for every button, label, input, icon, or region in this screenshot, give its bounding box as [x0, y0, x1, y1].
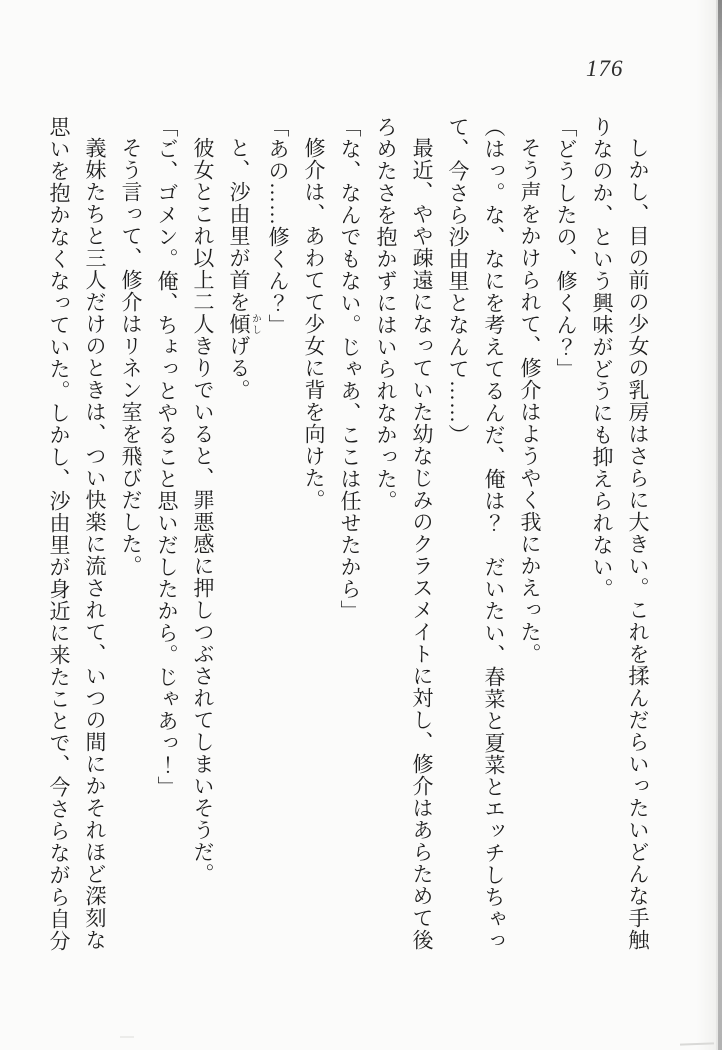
paragraph: 彼女とこれ以上二人きりでいると、罪悪感に押しつぶされてしまいそうだ。: [191, 137, 215, 885]
paragraph: 最近、やや疎遠になっていた幼なじみのクラスメイトに対し、修介はあらためて後ろめたさを抱かずにはいられなかった。: [374, 116, 434, 951]
paragraph: 「ご、ゴメン。俺、ちょっとやること思いだしたから。じゃあっ！」: [155, 116, 179, 798]
ruby-annotated-text: 傾 かし: [227, 313, 260, 335]
page-number: 176: [586, 56, 624, 81]
paragraph: 「どうしたの、修くん？」: [554, 116, 578, 380]
text-block: [40, 116, 656, 956]
page-edge-shadow: [718, 0, 722, 1050]
paragraph: （はっ。な、なにを考えてるんだ、俺は？ だいたい、春菜と夏菜とエッチしちゃって、今さら沙由里となんて……）: [446, 116, 506, 952]
paragraph: 「な、なんでもない。じゃあ、ここは任せたから」: [338, 116, 362, 622]
scan-artifact-bottom-right: [680, 1042, 714, 1045]
paragraph: と、沙由里が首を傾 かしげる。: [227, 137, 260, 401]
paragraph: 義妹たちと三人だけのときは、つい快楽に流されて、いつの間にかそれほど深刻な思いを抱かなくなっていた。しかし、沙由里が身近に来たことで、今さらながら自分: [47, 116, 107, 952]
paragraph: そう声をかけられて、修介はようやく我にかえった。: [518, 137, 542, 665]
paragraph: そう言って、修介はリネン室を飛びだした。: [119, 137, 143, 577]
paragraph: 「あの……修くん？」: [266, 116, 290, 336]
paragraph: しかし、目の前の少女の乳房はさらに大きい。これを揉んだらいったいどんな手触りなのか、という興味がどうにも抑えられない。: [590, 116, 650, 951]
scan-artifact-bottom-left: [120, 1036, 134, 1038]
paragraph: 修介は、あわてて少女に背を向けた。: [302, 137, 326, 511]
